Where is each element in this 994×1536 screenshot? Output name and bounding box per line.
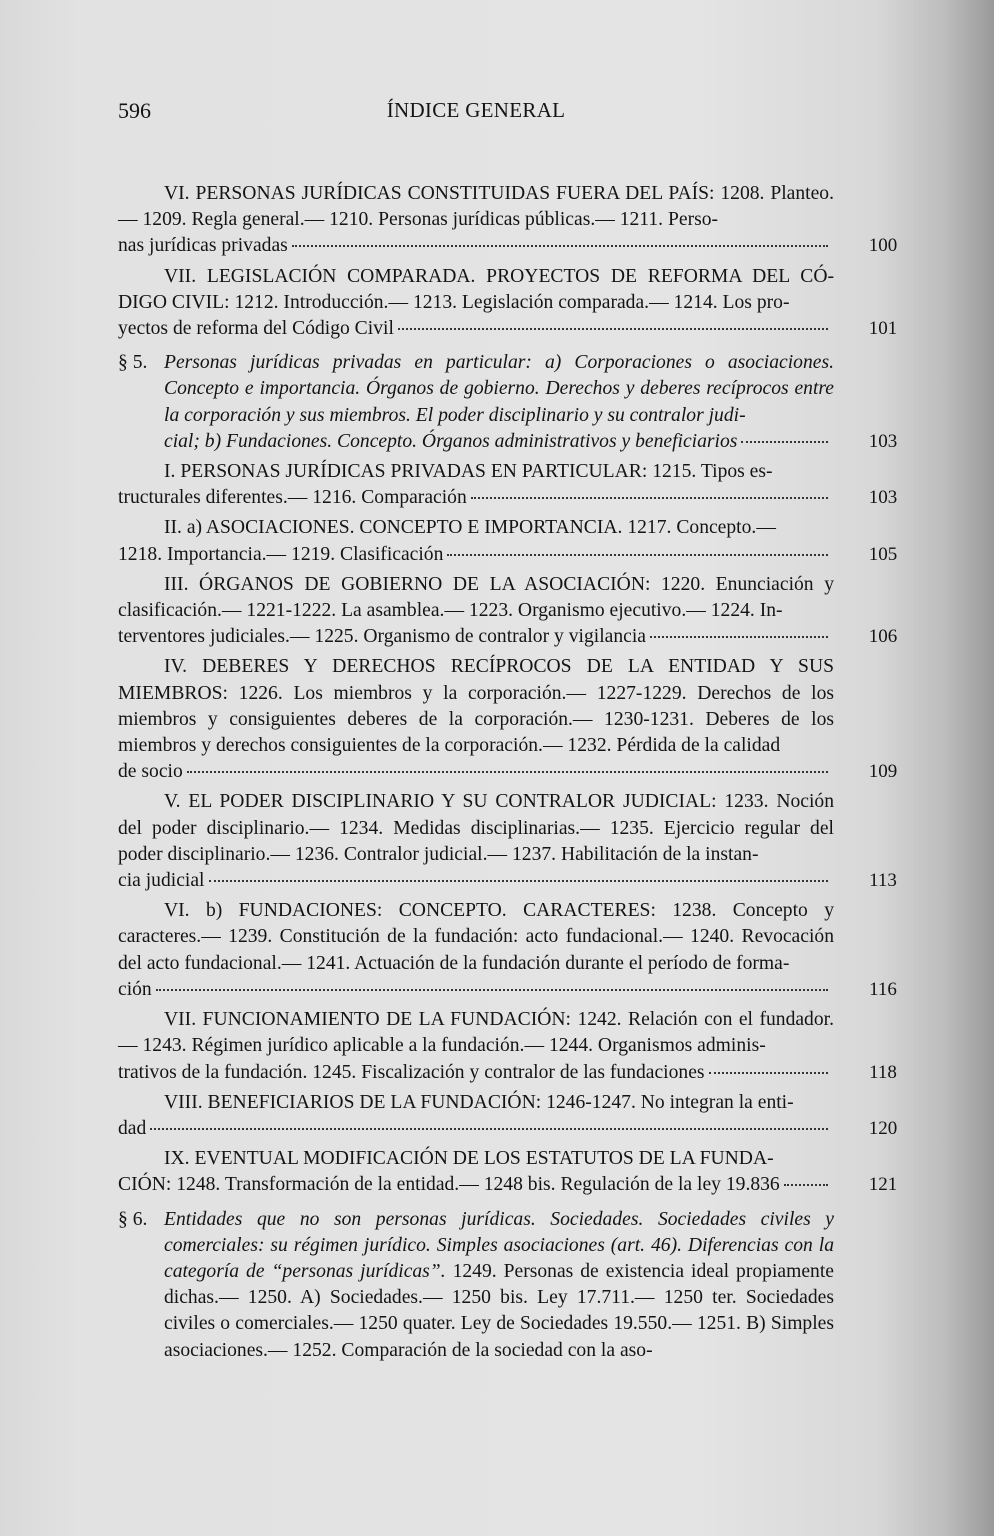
entry-text: III. ÓRGANOS DE GOBIERNO DE LA ASOCIACIÓN: 1220. Enunciación y clasificación.— 1221-1222. La asamblea.— 1223. Organismo ejecutivo.— 1224. In- <box>118 573 834 622</box>
entry-text: VII. FUNCIONAMIENTO DE LA FUNDACIÓN: 1242. Relación con el fundador.— 1243. Régimen jurídico aplicable a la fundación.— 1244. Organismos adminis- <box>118 1009 834 1057</box>
entry-last-line: dad <box>118 1117 147 1139</box>
entry-page-number: 106 <box>868 626 898 648</box>
page-number: 596 <box>118 98 151 123</box>
dot-leader <box>150 1128 828 1130</box>
entry-page-number: 101 <box>868 318 898 340</box>
dot-leader <box>156 989 828 991</box>
section-number: § 5. <box>118 352 148 374</box>
index-body <box>118 181 908 1364</box>
entry-page-number: 103 <box>868 487 898 509</box>
entry-text: V. EL PODER DISCIPLINARIO Y SU CONTRALOR JUDICIAL: 1233. Noción del poder disciplinario.— 1234. Medidas disciplinarias.— 1235. Ejercicio regular del poder disciplinario.— 1236. Contralor judicial.— 1237. Habilitación de la instan- <box>118 791 834 865</box>
index-entry <box>118 654 908 785</box>
entry-page-number: 100 <box>868 235 898 257</box>
index-entry <box>118 789 908 894</box>
entry-last-line: nas jurídicas privadas <box>118 235 288 257</box>
entry-text: I. PERSONAS JURÍDICAS PRIVADAS EN PARTICULAR: 1215. Tipos es- <box>164 461 773 483</box>
section-number: § 6. <box>118 1208 148 1230</box>
entry-page-number: 113 <box>869 870 897 892</box>
entry-page-number: 118 <box>869 1061 897 1083</box>
entry-page-number: 103 <box>868 430 898 452</box>
dot-leader <box>650 636 828 638</box>
dot-leader <box>209 880 829 882</box>
entry-text: Personas jurídicas privadas en particular: a) Corporaciones o asociaciones. Concepto e importancia. Órganos de gobierno. Derechos y deberes recíprocos entre la corporación y sus miembros. El poder disciplinario y su contralor judi- <box>164 352 834 426</box>
index-entry <box>118 1090 908 1142</box>
running-title: ÍNDICE GENERAL <box>386 98 566 122</box>
dot-leader <box>292 245 828 247</box>
index-entry <box>118 898 908 1003</box>
section-5-entry <box>118 350 908 455</box>
entry-page-number: 121 <box>868 1174 898 1196</box>
dot-leader <box>741 441 828 443</box>
section-title: Entidades que no son personas jurídicas. Sociedades. Sociedades civiles y comerciales: su régimen jurídico. Simples asociaciones (art. 46). Diferencias con la categoría de “personas jurídicas”. <box>164 1208 834 1282</box>
entry-last-line: de socio <box>118 761 183 783</box>
entry-text: II. a) ASOCIACIONES. CONCEPTO E IMPORTANCIA. 1217. Concepto.— <box>164 517 776 539</box>
entry-text: VI. b) FUNDACIONES: CONCEPTO. CARACTERES: 1238. Concepto y caracteres.— 1239. Constitución de la fundación: acto fundacional.— 1240. Revocación del acto fundacional.— 1241. Actuación de la fundación durante el período de forma- <box>118 900 834 974</box>
entry-text: IV. DEBERES Y DERECHOS RECÍPROCOS DE LA ENTIDAD Y SUS MIEMBROS: 1226. Los miembros y la corporación.— 1227-1229. Derechos de los miembros y consiguientes deberes de la corporación.— 1230-1231. Deberes de los miembros y derechos consiguientes de la corporación.— 1232. Pérdida de la calidad <box>118 656 834 757</box>
page-header <box>118 98 834 128</box>
dot-leader <box>187 771 828 773</box>
index-entry <box>118 1146 908 1198</box>
entry-last-line: 1218. Importancia.— 1219. Clasificación <box>118 543 444 565</box>
dot-leader <box>398 328 828 330</box>
entry-last-line: CIÓN: 1248. Transformación de la entidad.— 1248 bis. Regulación de la ley 19.836 <box>118 1174 780 1196</box>
entry-last-line: trativos de la fundación. 1245. Fiscalización y contralor de las fundaciones <box>118 1061 705 1083</box>
entry-page-number: 109 <box>868 761 898 783</box>
entry-text: VII. LEGISLACIÓN COMPARADA. PROYECTOS DE REFORMA DEL CÓ- DIGO CIVIL: 1212. Introducción.— 1213. Legislación comparada.— 1214. Los pro- <box>118 265 834 313</box>
entry-page-number: 120 <box>868 1117 898 1139</box>
index-entry <box>118 515 908 567</box>
index-entry <box>118 459 908 511</box>
index-entry <box>118 264 908 343</box>
dot-leader <box>471 497 828 499</box>
dot-leader <box>784 1184 828 1186</box>
entry-text: IX. EVENTUAL MODIFICACIÓN DE LOS ESTATUTOS DE LA FUNDA- <box>164 1148 774 1170</box>
entry-text: VI. PERSONAS JURÍDICAS CONSTITUIDAS FUERA DEL PAÍS: 1208. Planteo.— 1209. Regla general.— 1210. Personas jurídicas públicas.— 1211. Perso- <box>118 183 834 231</box>
entry-text: VIII. BENEFICIARIOS DE LA FUNDACIÓN: 1246-1247. No integran la enti- <box>164 1091 794 1113</box>
index-entry <box>118 1007 908 1086</box>
entry-last-line: cial; b) Fundaciones. Concepto. Órganos administrativos y beneficiarios <box>164 430 738 452</box>
entry-last-line: terventores judiciales.— 1225. Organismo de contralor y vigilancia <box>118 626 646 648</box>
entry-text: 1249. Personas de existencia ideal propiamente dichas.— 1250. A) Sociedades.— 1250 bis. Ley 17.711.— 1250 ter. Sociedades civiles o comerciales.— 1250 quater. Ley de Sociedades 19.550.— 1251. B) Simples asociaciones.— 1252. Comparación de la sociedad con la aso- <box>164 1260 834 1361</box>
entry-last-line: ción <box>118 978 152 1000</box>
index-entry <box>118 572 908 651</box>
entry-last-line: tructurales diferentes.— 1216. Comparación <box>118 487 467 509</box>
entry-last-line: cia judicial <box>118 870 205 892</box>
entry-last-line: yectos de reforma del Código Civil <box>118 318 394 340</box>
dot-leader <box>709 1072 828 1074</box>
index-entry <box>118 181 908 260</box>
entry-page-number: 105 <box>868 543 898 565</box>
section-6-entry <box>118 1207 908 1364</box>
entry-page-number: 116 <box>869 978 897 1000</box>
dot-leader <box>447 554 828 556</box>
